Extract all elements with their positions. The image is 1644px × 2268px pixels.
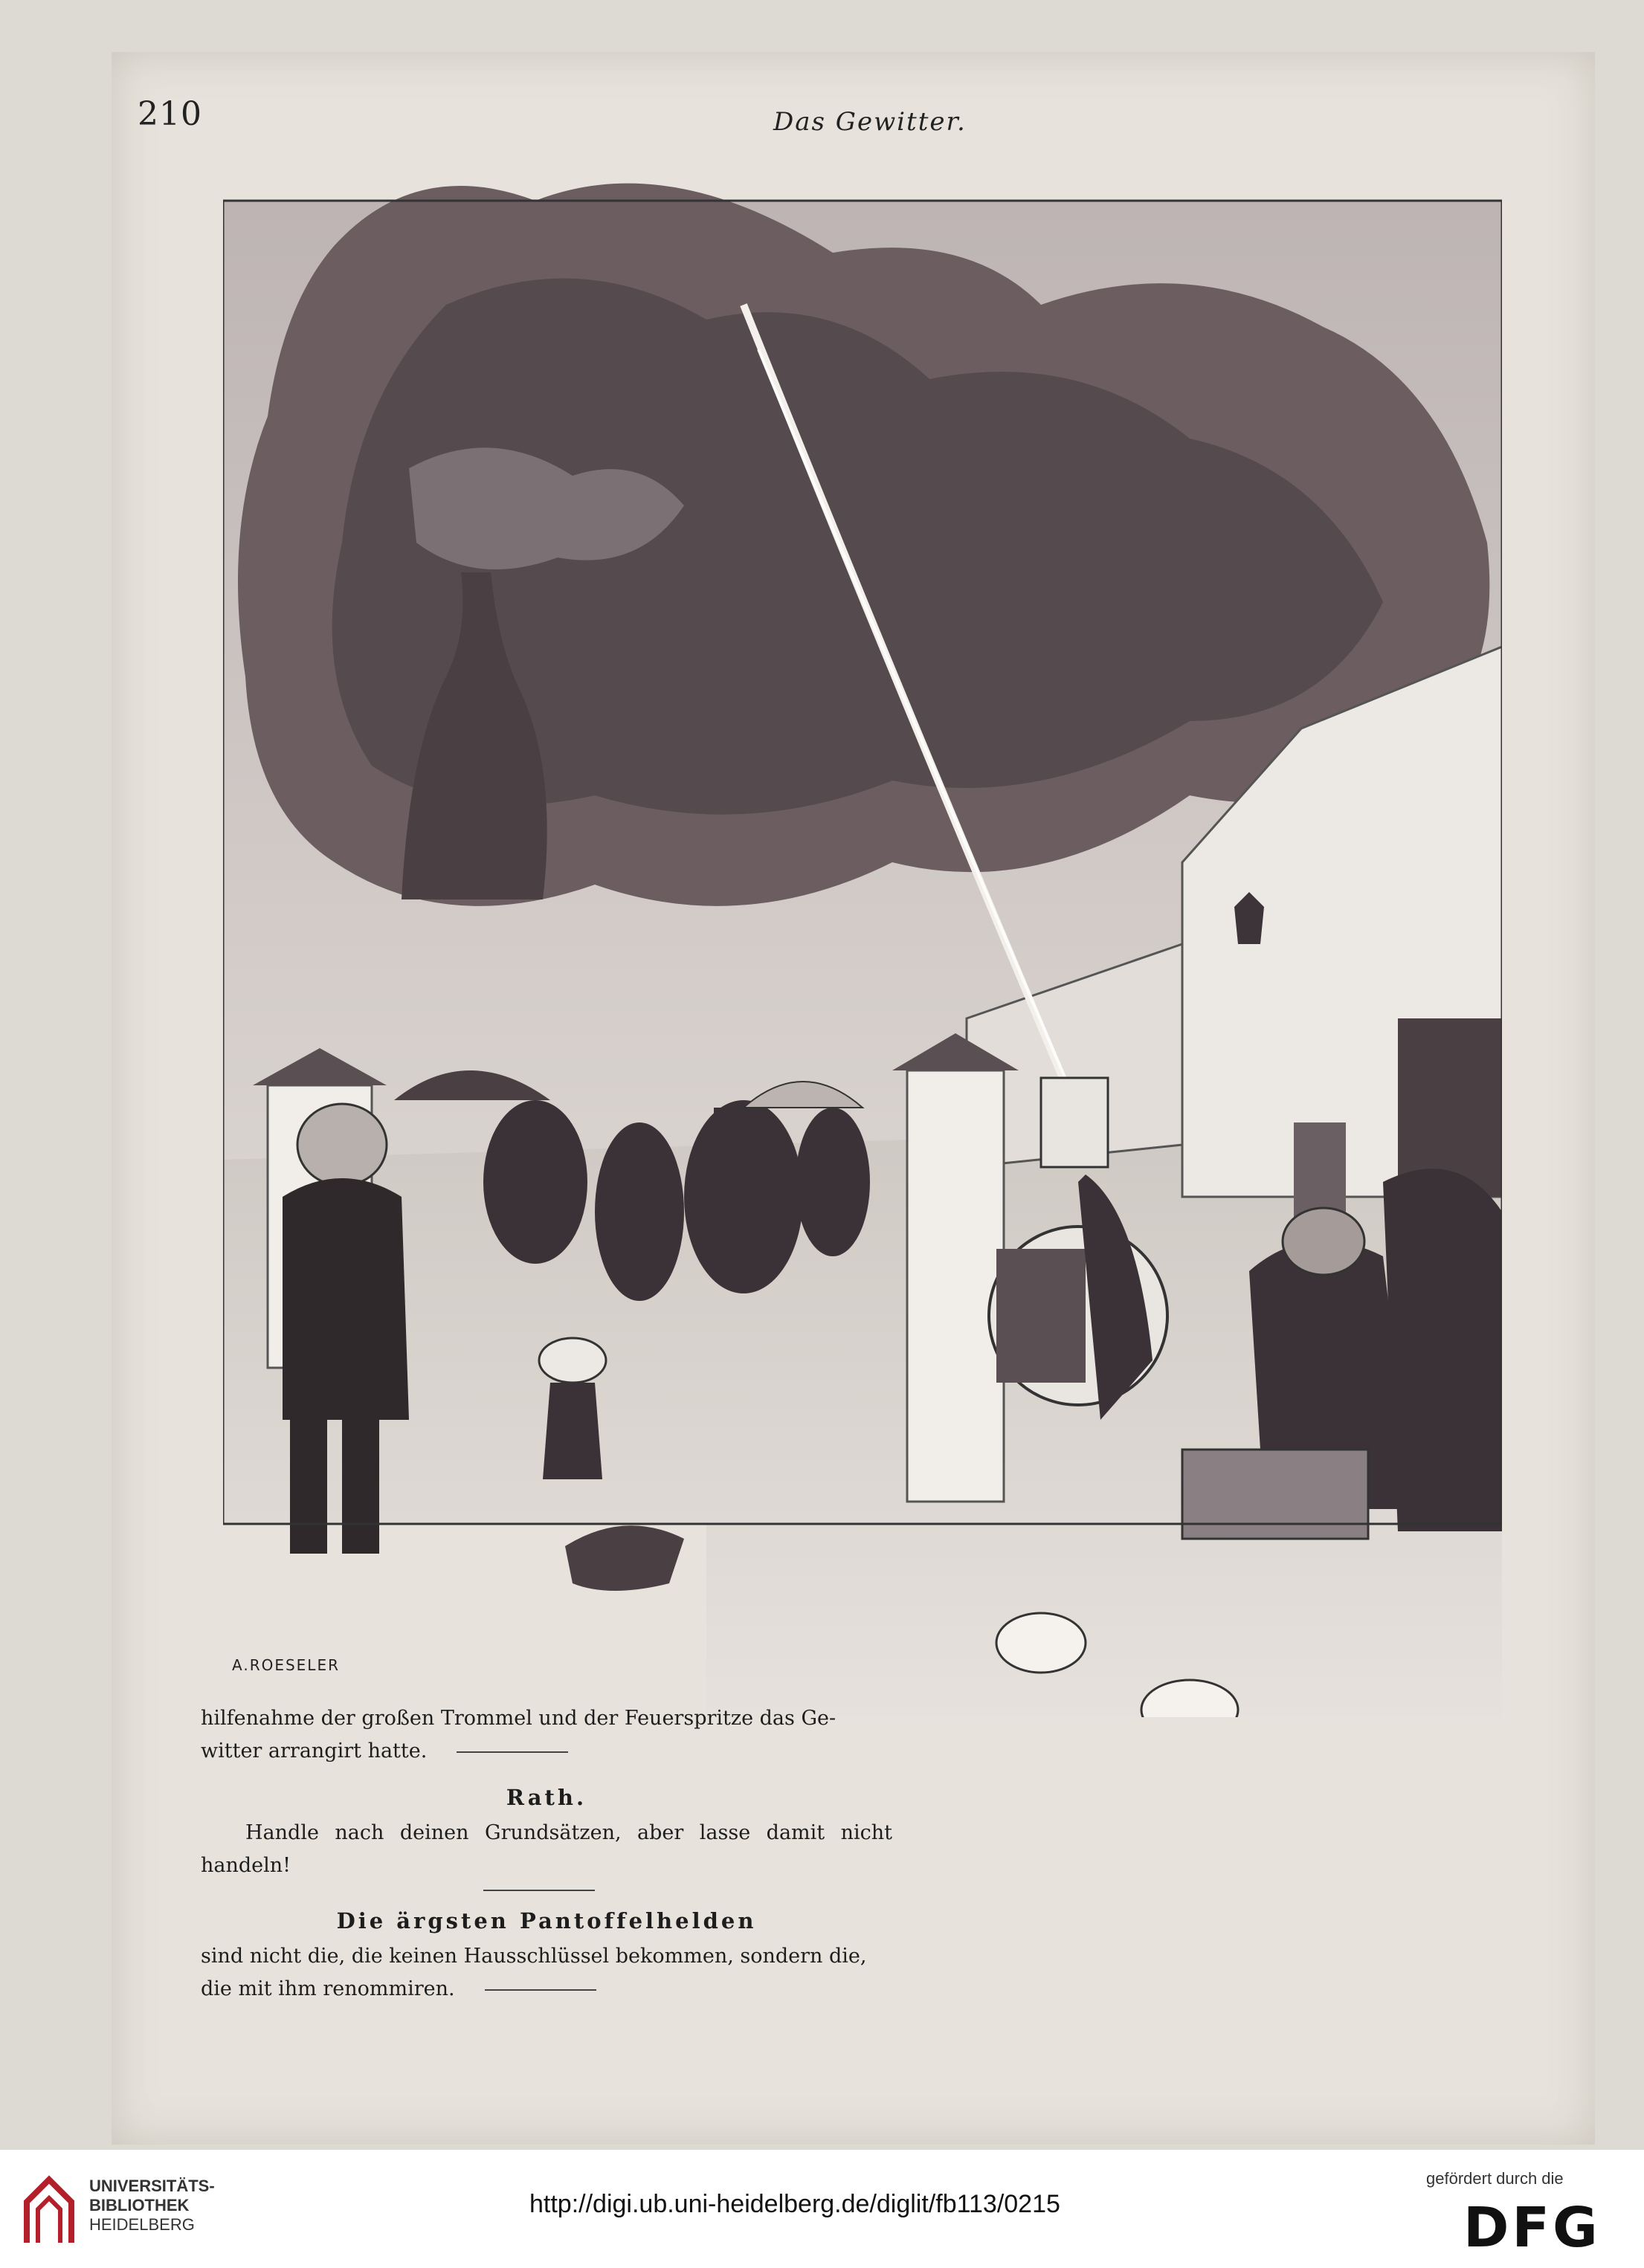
paragraph-line: hilfenahme der großen Trommel und der Feuerspritze das Ge-	[201, 1707, 836, 1730]
paragraph-text: witter arrangirt hatte.	[201, 1739, 428, 1763]
paragraph-line	[201, 1735, 892, 1768]
library-name-line: HEIDELBERG	[89, 2215, 195, 2234]
library-name	[89, 2177, 215, 2235]
source-url-link[interactable]: http://digi.ub.uni-heidelberg.de/diglit/fb113/0215	[529, 2190, 1060, 2218]
library-name-line: BIBLIOTHEK	[89, 2196, 190, 2214]
library-name-line: UNIVERSITÄTS-	[89, 2177, 215, 2195]
paragraph-text: die mit ihm renommiren.	[201, 1977, 455, 2000]
house-door	[1398, 1018, 1502, 1197]
dog	[565, 1525, 684, 1591]
paragraph-rath: Handle nach deinen Grundsätzen, aber lasse damit nicht handeln!	[201, 1821, 892, 1877]
artist-signature: A.ROESELER	[232, 1656, 340, 1674]
illustration-thunderstorm-scene	[223, 156, 1502, 1717]
separator-rule	[457, 1751, 568, 1753]
paragraph-line: sind nicht die, die keinen Hausschlüssel bekommen, sondern die,	[201, 1945, 867, 1968]
right-gate-pillar	[907, 1070, 1004, 1502]
text-column	[201, 1702, 892, 2006]
section-heading-rath: Rath.	[506, 1785, 587, 1810]
separator-rule	[483, 1890, 595, 1891]
separator-rule	[485, 1989, 596, 1991]
library-logo-icon	[19, 2172, 79, 2250]
running-title: Das Gewitter.	[773, 107, 967, 137]
child-with-hat	[539, 1338, 606, 1383]
digitization-footer	[0, 2150, 1644, 2268]
page-number: 210	[138, 95, 202, 133]
section-heading-pantoffelhelden: Die ärgsten Pantoffelhelden	[336, 1908, 757, 1933]
funded-by-text: gefördert durch die	[1426, 2169, 1564, 2188]
dfg-logo: DFG	[1463, 2196, 1601, 2260]
paragraph-line	[201, 1973, 892, 2006]
